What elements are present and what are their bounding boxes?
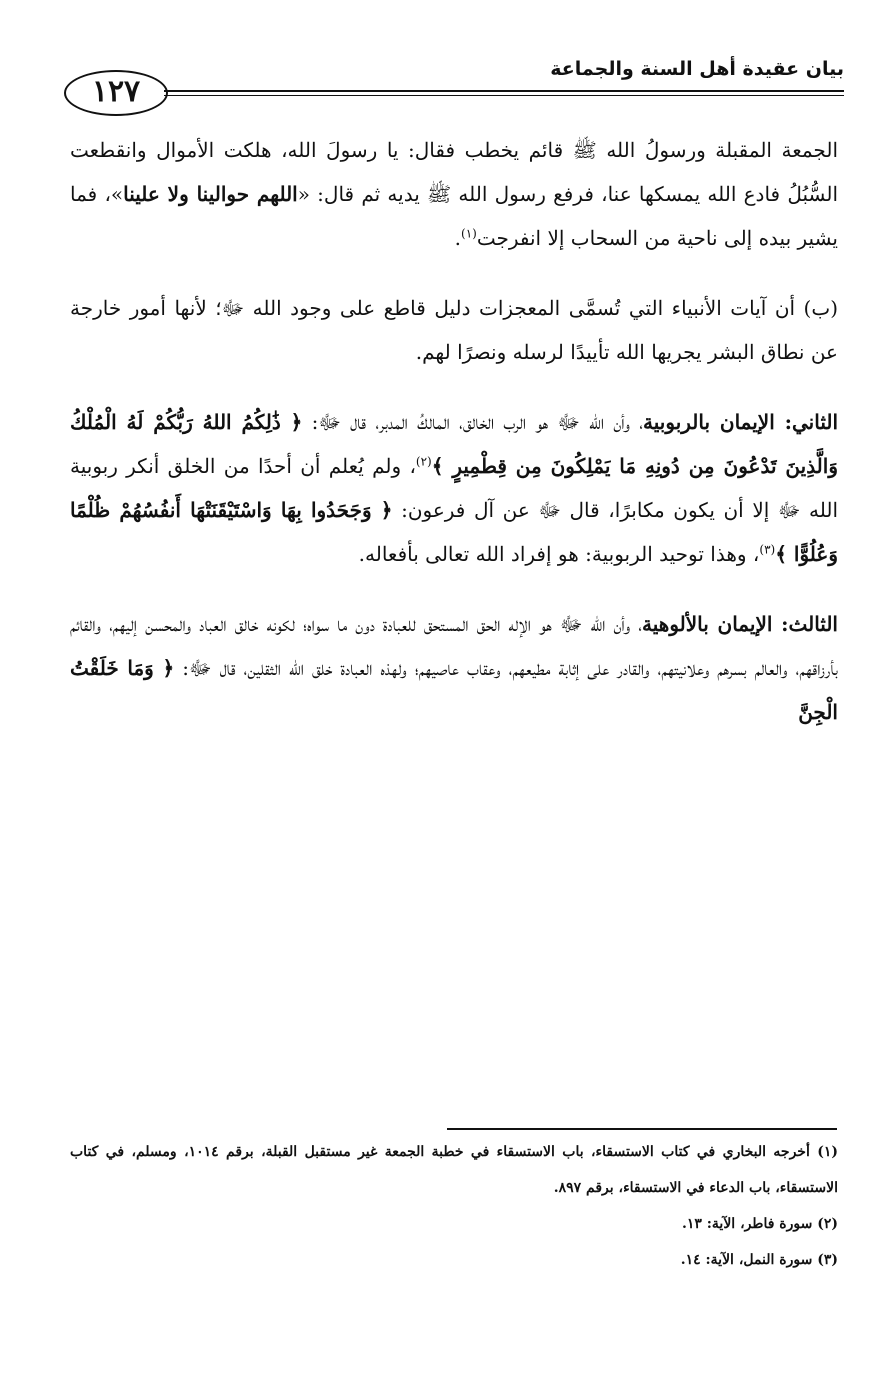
footnote-3: (٣) سورة النمل، الآية: ١٤. xyxy=(680,1252,838,1268)
hadith-text: الجمعة المقبلة ورسولُ الله ﷺ قائم يخطب فقال: يا رسولَ الله، هلكت الأموال وانقطعت السُّبُلُ فادع الله يمسكها عنا، فرفع رسول الله ﷺ يديه ثم قال: « xyxy=(70,138,839,206)
footnote-ref-3: (٣) xyxy=(759,542,776,557)
paragraph-gap xyxy=(70,576,838,602)
footnotes xyxy=(70,1134,838,1278)
section-heading-uluhiyya: الثالث: الإيمان بالألوهية xyxy=(642,612,838,636)
hadith-text-continued: »، فما يشير بيده إلى ناحية من السحاب إلا انفرجت xyxy=(70,182,838,250)
paragraph-gap xyxy=(70,260,838,286)
footnote-2: (٢) سورة فاطر، الآية: ١٣. xyxy=(681,1216,838,1232)
main-text xyxy=(70,128,838,734)
paragraph-gap xyxy=(70,374,838,400)
quran-verse-fatir: ﴿ ذَٰلِكُمُ اللهُ رَبُّكُمْ لَهُ الْمُلْكُ وَالَّذِينَ تَدْعُونَ مِن دُونِهِ مَا يَمْلِكُونَ مِن قِطْمِيرٍ ﴾ xyxy=(70,410,838,478)
section-heading-rububiyya: الثاني: الإيمان بالربوبية xyxy=(643,410,839,434)
hadith-quote: اللهم حوالينا ولا علينا xyxy=(123,182,298,206)
page-number: ١٢٧ xyxy=(64,70,168,116)
footnote-1: (١) أخرجه البخاري في كتاب الاستسقاء، باب الاستسقاء في خطبة الجمعة غير مستقبل القبلة، برقم ١٠١٤، ومسلم، في كتاب الاستسقاء، باب الدعاء في الاستسقاء، برقم ٨٩٧. xyxy=(70,1144,838,1196)
quran-verse-dhariyat: ﴿ وَمَا خَلَقْتُ الْجِنَّ xyxy=(70,656,838,724)
rububiyya-text-continued: ، ولم يُعلم أن أحدًا من الخلق أنكر ربوبية الله ﷻ إلا أن يكون مكابرًا، قال ﷻ عن آل فرعون: xyxy=(70,454,838,522)
paragraph-miracles: (ب) أن آيات الأنبياء التي تُسمَّى المعجزات دليل قاطع على وجود الله ﷻ؛ لأنها أمور خارجة عن نطاق البشر يجريها الله تأييدًا لرسله ونصرًا لهم. xyxy=(70,296,838,364)
rububiyya-text: ، وأن الله ﷻ هو الرب الخالق، المالكُ المدبر، قال ﷻ: xyxy=(302,410,644,434)
running-title: بيان عقيدة أهل السنة والجماعة xyxy=(550,58,844,80)
hadith-text-end: . xyxy=(454,226,461,250)
footnote-ref-1: (١) xyxy=(461,226,477,241)
rububiyya-text-end: ، وهذا توحيد الربوبية: هو إفراد الله تعالى بأفعاله. xyxy=(358,542,760,566)
page-header xyxy=(64,58,844,128)
paragraph-hadith xyxy=(70,128,838,260)
paragraph-rububiyya xyxy=(70,400,838,576)
header-rule-double xyxy=(164,95,844,96)
footnote-ref-2: (٢) xyxy=(415,454,432,469)
uluhiyya-text: ، وأن الله ﷻ هو الإله الحق المستحق للعبادة دون ما سواه؛ لكونه خالق العباد والمحسن إليهم، والقائم بأرزاقهم، والعالم بسرهم وعلانيتهم، والقادر على إثابة مطيعهم، وعقاب عاصيهم؛ ولهذه العبادة خلق الله الثقلين، قال ﷻ: xyxy=(70,612,839,680)
header-rule xyxy=(164,90,844,92)
footnote-rule xyxy=(447,1128,837,1130)
paragraph-uluhiyya xyxy=(70,602,838,734)
quran-verse-naml: ﴿ وَجَحَدُوا بِهَا وَاسْتَيْقَنَتْهَا أَنفُسُهُمْ ظُلْمًا وَعُلُوًّا ﴾ xyxy=(70,498,838,566)
